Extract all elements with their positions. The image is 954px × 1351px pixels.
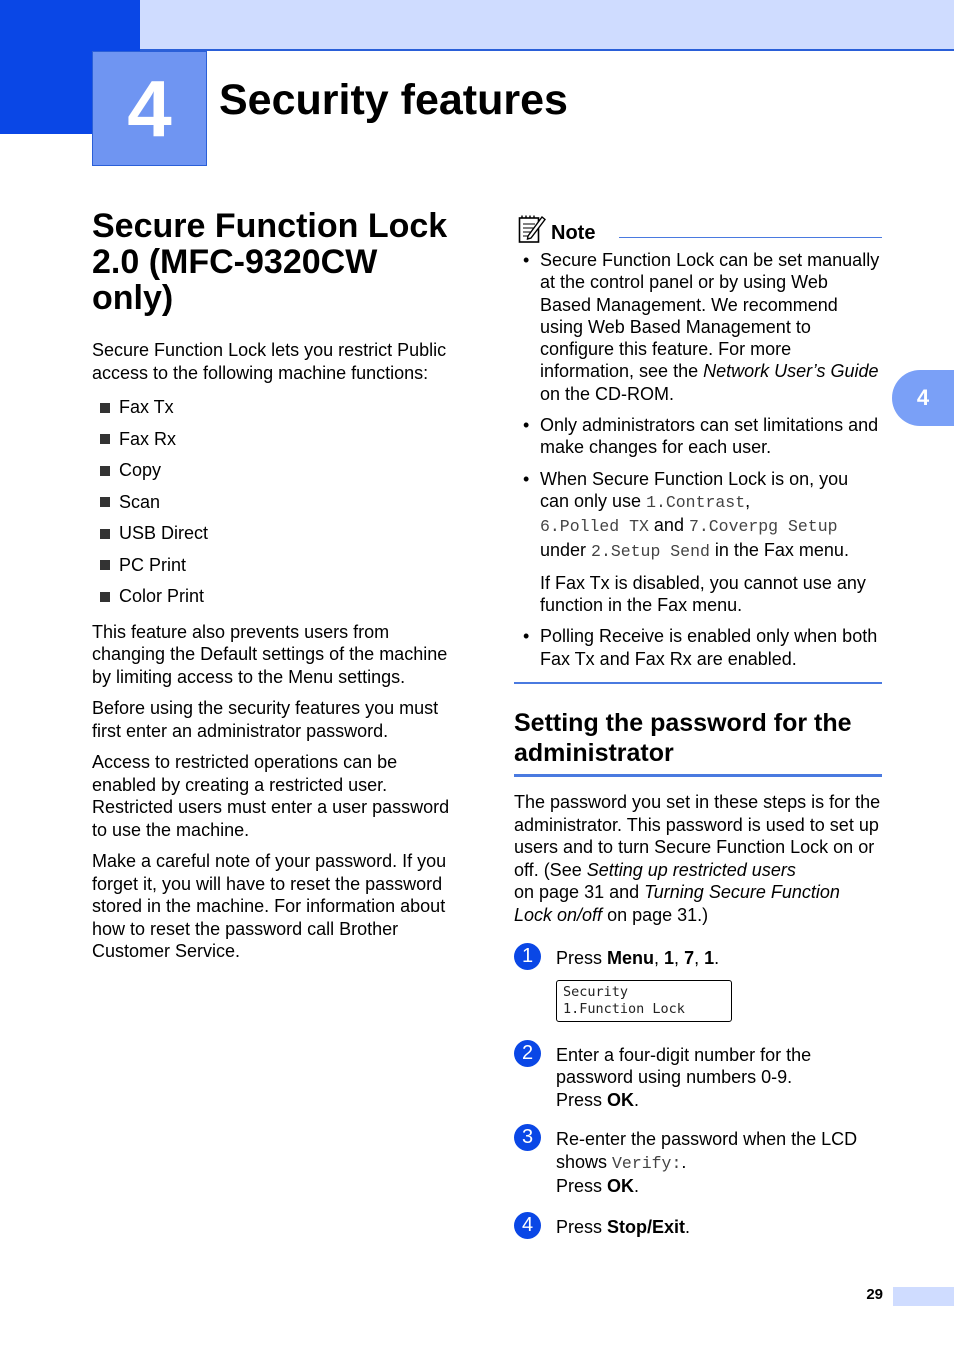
step-text: . (634, 1089, 640, 1110)
square-bullet-icon (100, 560, 110, 570)
chapter-side-tab (892, 370, 954, 426)
menu-code: 7.Coverpg Setup (688, 517, 838, 537)
step-text: Press (556, 1089, 608, 1110)
ok-key: OK (607, 1176, 635, 1197)
list-item-label: Fax Rx (119, 428, 177, 449)
step-1 (514, 947, 882, 1022)
header-band (0, 0, 954, 51)
footer-bar (893, 1287, 954, 1306)
step-text: . (634, 1176, 640, 1197)
list-item-label: USB Direct (119, 523, 209, 544)
note-header (514, 214, 882, 246)
note-text: Secure Function Lock can be set manually at the control panel or by using Web Based Management. We recommend using Web Based Management to configure this feature. For more information, see the (540, 250, 880, 382)
note-list (514, 249, 882, 670)
note-text: in the Fax menu. (709, 539, 849, 560)
paragraph-password-note: Make a careful note of your password. If you forget it, you will have to reset the password stored in the machine. For information about how to reset the password call Brother Customer Service. (92, 851, 447, 961)
list-item (92, 518, 464, 550)
intro-text: on page 31 and (514, 882, 645, 903)
chapter-number: 4 (127, 63, 172, 153)
subsection-title-line1: Setting the password for the (514, 709, 852, 738)
cross-reference: Setting up restricted users (586, 859, 796, 880)
step-text: Press (556, 948, 608, 969)
left-column (92, 208, 464, 963)
list-item (514, 468, 882, 617)
intro-text: on page 31.) (602, 904, 709, 925)
list-item-label: Copy (119, 460, 162, 481)
note-subtext: If Fax Tx is disabled, you cannot use any function in the Fax menu. (540, 572, 866, 616)
bullet-dot-icon: • (523, 415, 530, 436)
note-text: Only administrators can set limitations and make changes for each user. (540, 415, 879, 458)
step-text: . (685, 1216, 691, 1237)
section-title (92, 208, 464, 316)
list-item-label: Fax Tx (119, 397, 174, 418)
step-text: . (714, 948, 720, 969)
step-text: , (654, 948, 665, 969)
side-tab-number: 4 (916, 385, 930, 410)
list-item (92, 550, 464, 582)
function-list (92, 392, 464, 613)
step-text: Re-enter the password when the LCD shows (556, 1129, 858, 1172)
step-number-icon: 1 (514, 943, 541, 970)
step-number-icon: 3 (514, 1124, 541, 1151)
step-text: Press (556, 1216, 608, 1237)
number-key: 7 (684, 948, 695, 969)
bullet-dot-icon: • (523, 250, 530, 270)
cross-reference: Turning Secure Function Lock on/off (514, 882, 840, 925)
square-bullet-icon (100, 434, 110, 444)
section-title-line2: 2.0 (MFC-9320CW only) (92, 243, 378, 317)
subsection-title-line2: administrator (514, 739, 674, 768)
note-pad-icon (518, 214, 546, 244)
step-2 (514, 1041, 882, 1112)
number-key: 1 (664, 948, 675, 969)
step-number-icon: 2 (514, 1040, 541, 1067)
list-item (92, 424, 464, 456)
paragraph-admin-password: Before using the security features you must first enter an administrator password. (92, 698, 439, 741)
note-text: Polling Receive is enabled only when both Fax Tx and Fax Rx are enabled. (540, 626, 878, 669)
step-3 (514, 1128, 882, 1198)
right-column (514, 214, 882, 1238)
bullet-dot-icon: • (523, 626, 530, 647)
step-number-icon: 4 (514, 1212, 541, 1239)
note-label: Note (551, 222, 596, 244)
square-bullet-icon (100, 403, 110, 413)
lcd-display (556, 980, 732, 1022)
bullet-dot-icon: • (523, 468, 530, 489)
note-guide-ref: Network User’s Guide (703, 361, 879, 382)
intro-paragraph: Secure Function Lock lets you restrict Public access to the following machine functions: (92, 340, 447, 383)
chapter-number-box (92, 51, 207, 166)
list-item (92, 581, 464, 613)
step-4 (514, 1213, 882, 1239)
paragraph-restricted-user: Access to restricted operations can be enabled by creating a restricted user. Restricted users must enter a user password to use the machine. (92, 752, 450, 840)
lcd-line-1: Security (563, 983, 629, 1000)
list-item (514, 414, 882, 459)
lcd-prompt: Verify: (612, 1153, 682, 1173)
note-end-rule (514, 682, 882, 684)
list-item-label: Color Print (119, 586, 205, 607)
list-item-label: Scan (119, 491, 161, 512)
list-item (92, 392, 464, 424)
note-text: on the CD-ROM. (540, 383, 675, 404)
list-item-label: PC Print (119, 554, 187, 575)
step-text: , (694, 948, 705, 969)
intro-text: The password you set in these steps is for the administrator. This password is used to set up users and to turn Secure Function Lock on or off. (See (514, 792, 881, 880)
step-text: , (674, 948, 685, 969)
step-text: Enter a four-digit number for the password using numbers 0-9. (556, 1044, 812, 1088)
square-bullet-icon (100, 529, 110, 539)
chapter-title: Security features (219, 76, 568, 124)
menu-code: 2.Setup Send (591, 541, 710, 561)
list-item (514, 249, 882, 405)
list-item (514, 625, 882, 670)
menu-key: Menu (607, 948, 655, 969)
square-bullet-icon (100, 497, 110, 507)
lcd-line-2: 1.Function Lock (563, 1001, 685, 1018)
subsection-rule (514, 774, 882, 777)
list-item (92, 487, 464, 519)
paragraph-menu-settings: This feature also prevents users from changing the Default settings of the machine by limiting access to the Menu settings. (92, 621, 448, 687)
menu-code: 1.Contrast (646, 492, 746, 512)
step-text: Press (556, 1176, 608, 1197)
list-item (92, 455, 464, 487)
note-text: , (745, 490, 751, 511)
section-title-line1: Secure Function Lock (92, 207, 448, 245)
subsection-intro (514, 791, 882, 926)
subsection-title (514, 708, 882, 768)
note-text: When Secure Function Lock is on, you can only use (540, 468, 849, 511)
note-text: and (648, 515, 689, 536)
note-text: under (540, 539, 592, 560)
step-text: . (681, 1151, 687, 1172)
square-bullet-icon (100, 592, 110, 602)
page-number: 29 (866, 1286, 883, 1303)
number-key: 1 (704, 948, 715, 969)
note-header-rule (619, 237, 882, 238)
ok-key: OK (607, 1089, 635, 1110)
menu-code: 6.Polled TX (540, 517, 649, 537)
stop-exit-key: Stop/Exit (607, 1216, 686, 1237)
square-bullet-icon (100, 466, 110, 476)
